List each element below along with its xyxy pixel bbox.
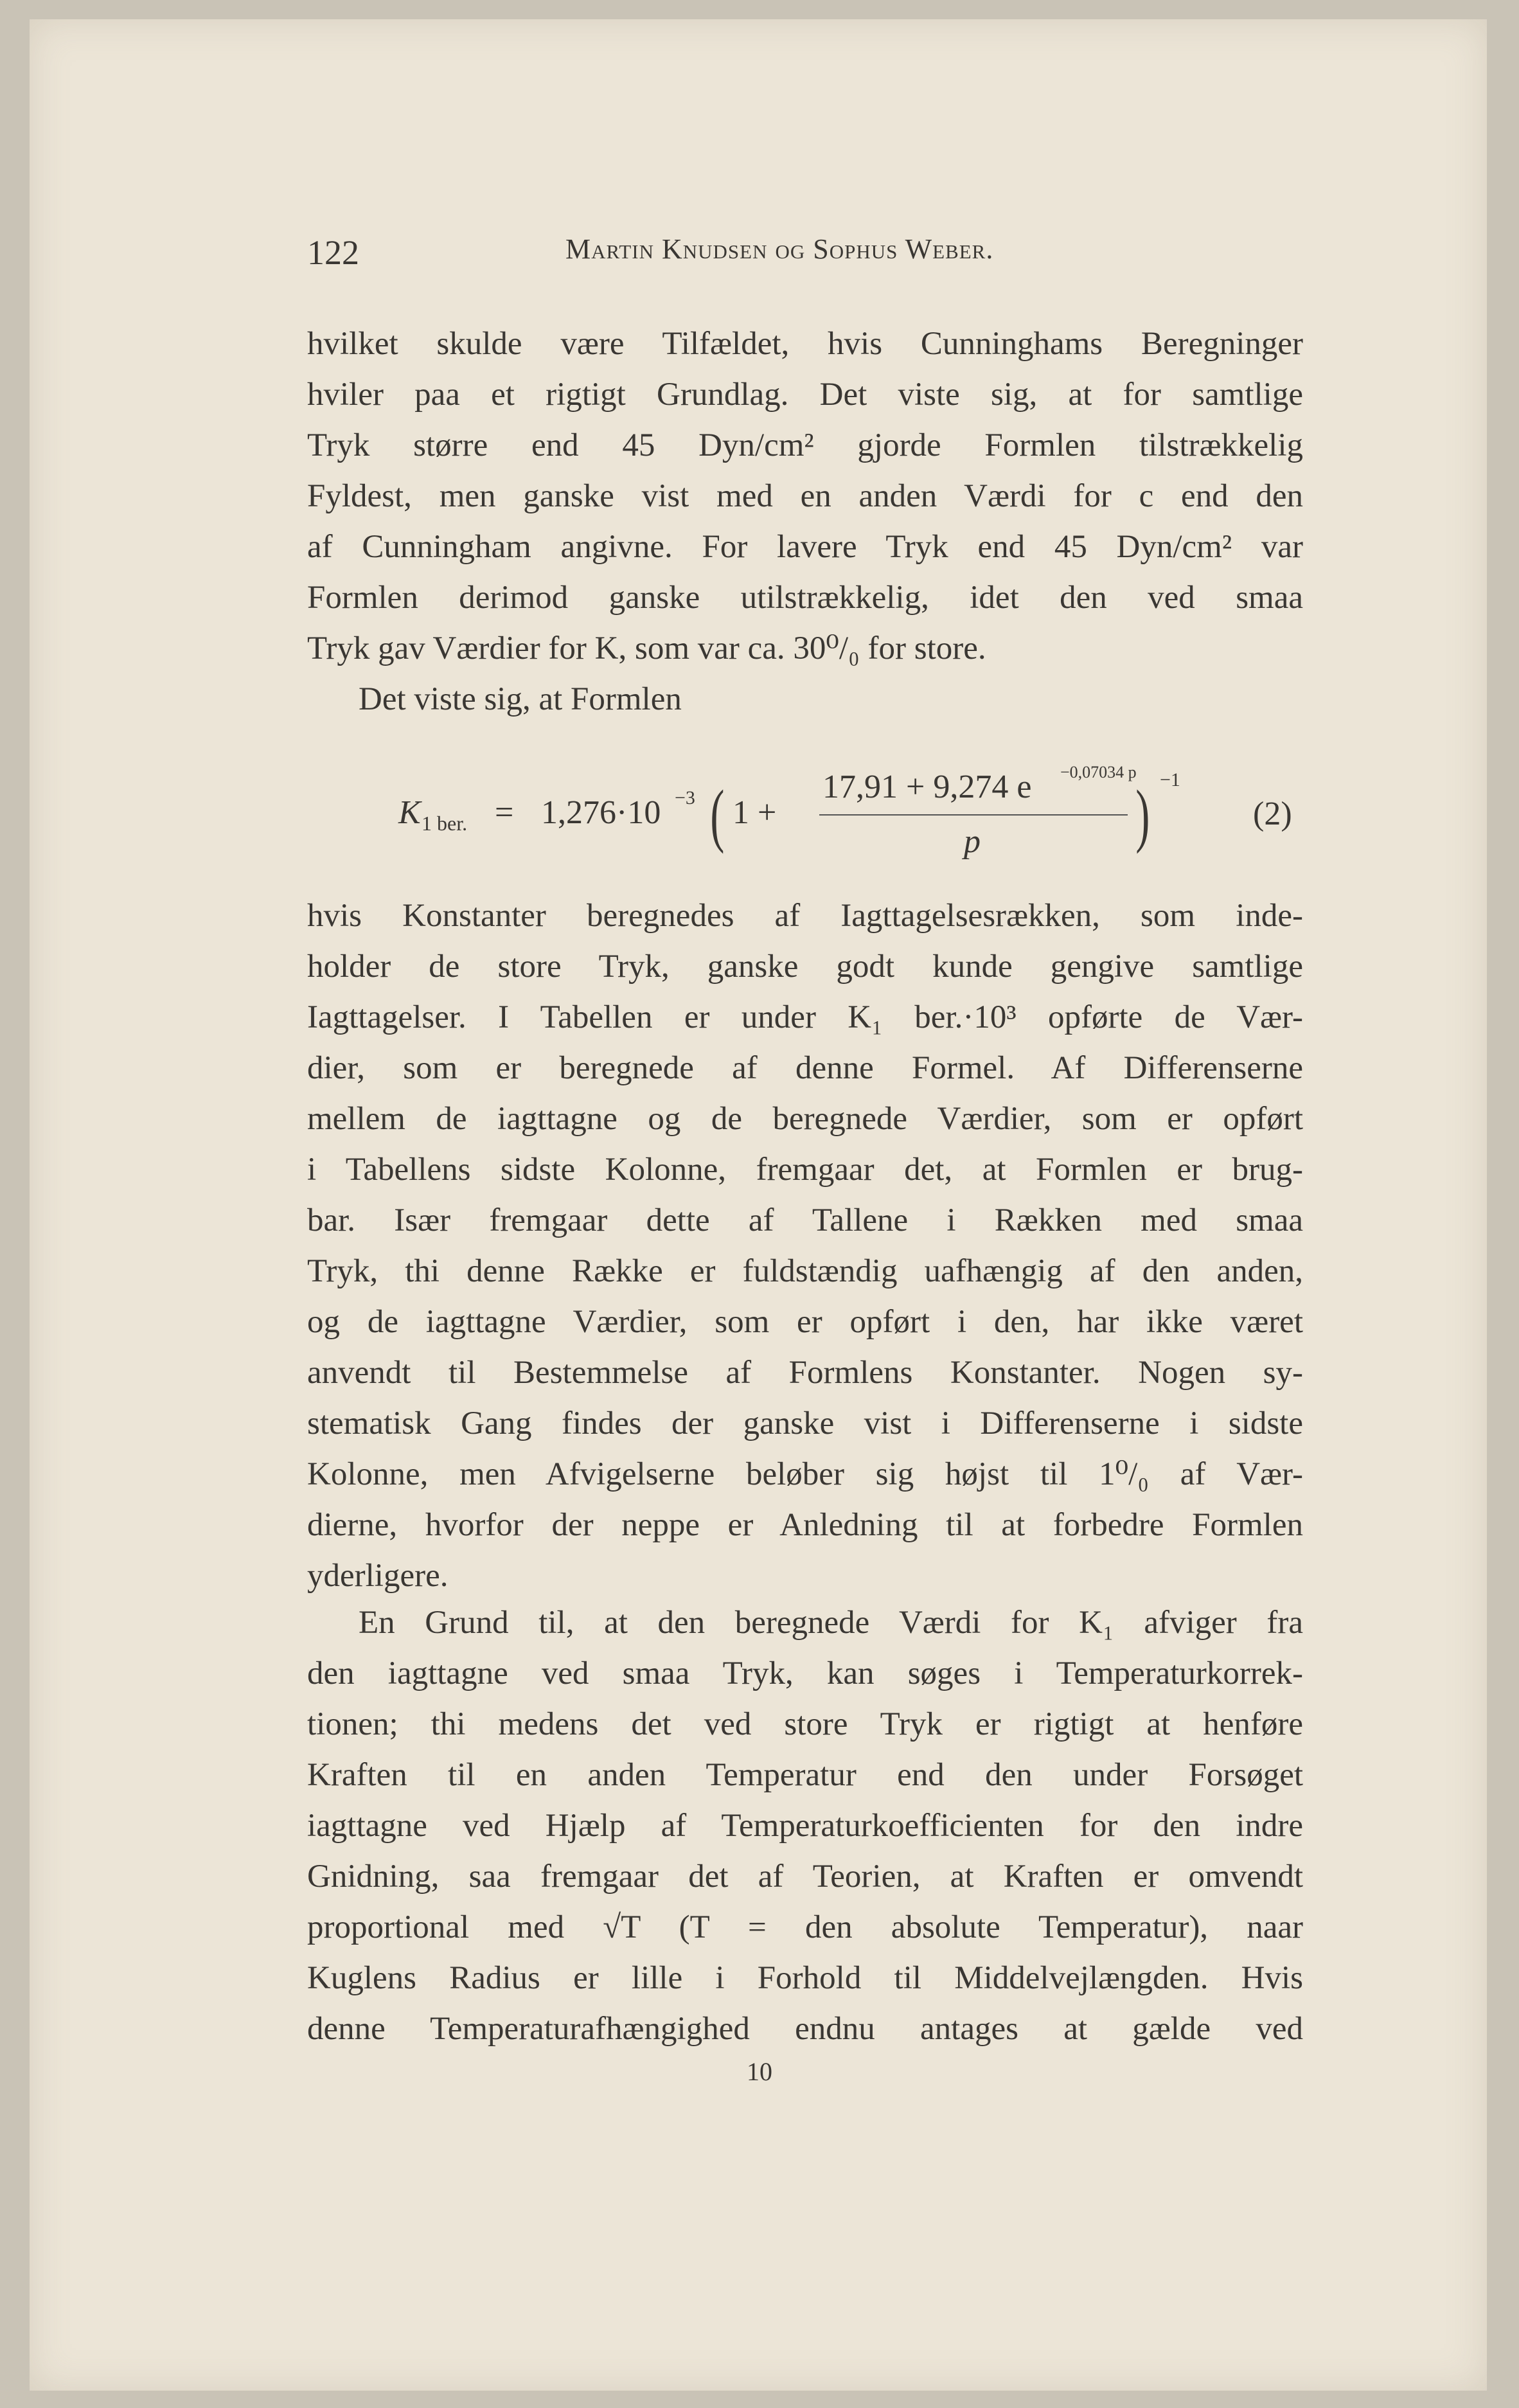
- text-line: yderligere.: [307, 1558, 449, 1594]
- text-line: holder de store Tryk, ganske godt kunde gengive samtlige: [307, 949, 1303, 985]
- text-line: dier, som er beregnede af denne Formel. Af Differenserne: [307, 1050, 1303, 1086]
- text-line: Fyldest, men ganske vist med en anden Værdi for c end den: [307, 478, 1303, 514]
- formula-num-exp: −0,07034 p: [1060, 763, 1137, 781]
- text-line: proportional med √T (T = den absolute Temperatur), naar: [307, 1909, 1303, 1945]
- formula-equals: =: [495, 794, 514, 831]
- text-line: hvilket skulde være Tilfældet, hvis Cunninghams Beregninger: [307, 326, 1303, 362]
- text-line: Tryk større end 45 Dyn/cm² gjorde Formlen tilstrækkelig: [307, 427, 1303, 463]
- text-line: Tryk, thi denne Række er fuldstændig uafhængig af den anden,: [307, 1253, 1303, 1289]
- text-line: den iagttagne ved smaa Tryk, kan søges i Temperaturkorrek-: [307, 1655, 1303, 1691]
- text-line: iagttagne ved Hjælp af Temperaturkoefficienten for den indre: [307, 1808, 1303, 1844]
- text-line: mellem de iagttagne og de beregnede Værdier, som er opført: [307, 1101, 1303, 1137]
- running-title: Martin Knudsen og Sophus Weber.: [565, 233, 994, 265]
- text-line: anvendt til Bestemmelse af Formlens Konstanter. Nogen sy-: [307, 1355, 1303, 1391]
- equation-number: (2): [1253, 796, 1292, 832]
- formula-coef: 1,276·10: [541, 794, 661, 831]
- text-line: hvis Konstanter beregnedes af Iagttagelsesrækken, som inde-: [307, 898, 1303, 934]
- formula-numerator: 17,91 + 9,274 e: [822, 769, 1032, 805]
- text-line: Formlen derimod ganske utilstrækkelig, idet den ved smaa: [307, 580, 1303, 616]
- paragraph-2-intro: Det viste sig, at Formlen: [359, 681, 682, 717]
- formula-open-paren: (: [710, 776, 725, 854]
- text-line: bar. Især fremgaar dette af Tallene i Rækken med smaa: [307, 1202, 1303, 1238]
- page-number: 122: [307, 233, 359, 272]
- formula-2: [398, 755, 1311, 871]
- formula-lhs: K: [398, 794, 421, 831]
- formula-outer-exp: −1: [1160, 769, 1180, 790]
- formula-close-paren: ): [1135, 776, 1150, 854]
- formula-denominator: p: [964, 823, 981, 860]
- formula-one-plus: 1 +: [733, 794, 777, 831]
- fraction-bar: [819, 814, 1128, 816]
- text-line: Gnidning, saa fremgaar det af Teorien, at Kraften er omvendt: [307, 1859, 1303, 1895]
- sheet-signature: 10: [747, 2057, 772, 2086]
- formula-coef-exp: −3: [675, 787, 695, 808]
- text-line: Iagttagelser. I Tabellen er under K₁ ber.·10³ opførte de Vær-: [307, 999, 1303, 1035]
- text-line: Kraften til en anden Temperatur end den under Forsøget: [307, 1757, 1303, 1793]
- text-line: i Tabellens sidste Kolonne, fremgaar det, at Formlen er brug-: [307, 1152, 1303, 1188]
- text-line: En Grund til, at den beregnede Værdi for K₁ afviger fra: [359, 1605, 1303, 1641]
- text-line: af Cunningham angivne. For lavere Tryk end 45 Dyn/cm² var: [307, 529, 1303, 565]
- text-line: Kolonne, men Afvigelserne beløber sig højst til 1⁰/₀ af Vær-: [307, 1456, 1303, 1492]
- text-line: Tryk gav Værdier for K, som var ca. 30⁰/₀ for store.: [307, 630, 986, 666]
- text-line: dierne, hvorfor der neppe er Anledning til at forbedre Formlen: [307, 1507, 1303, 1543]
- text-line: og de iagttagne Værdier, som er opført i den, har ikke været: [307, 1304, 1303, 1340]
- text-line: Kuglens Radius er lille i Forhold til Middelvejlængden. Hvis: [307, 1960, 1303, 1996]
- formula-lhs-sub: 1 ber.: [422, 812, 468, 835]
- text-line: tionen; thi medens det ved store Tryk er rigtigt at henføre: [307, 1706, 1303, 1742]
- text-line: stematisk Gang findes der ganske vist i Differenserne i sidste: [307, 1405, 1303, 1441]
- text-line: hviler paa et rigtigt Grundlag. Det viste sig, at for samtlige: [307, 377, 1303, 413]
- text-line: denne Temperaturafhængighed endnu antages at gælde ved: [307, 2011, 1303, 2047]
